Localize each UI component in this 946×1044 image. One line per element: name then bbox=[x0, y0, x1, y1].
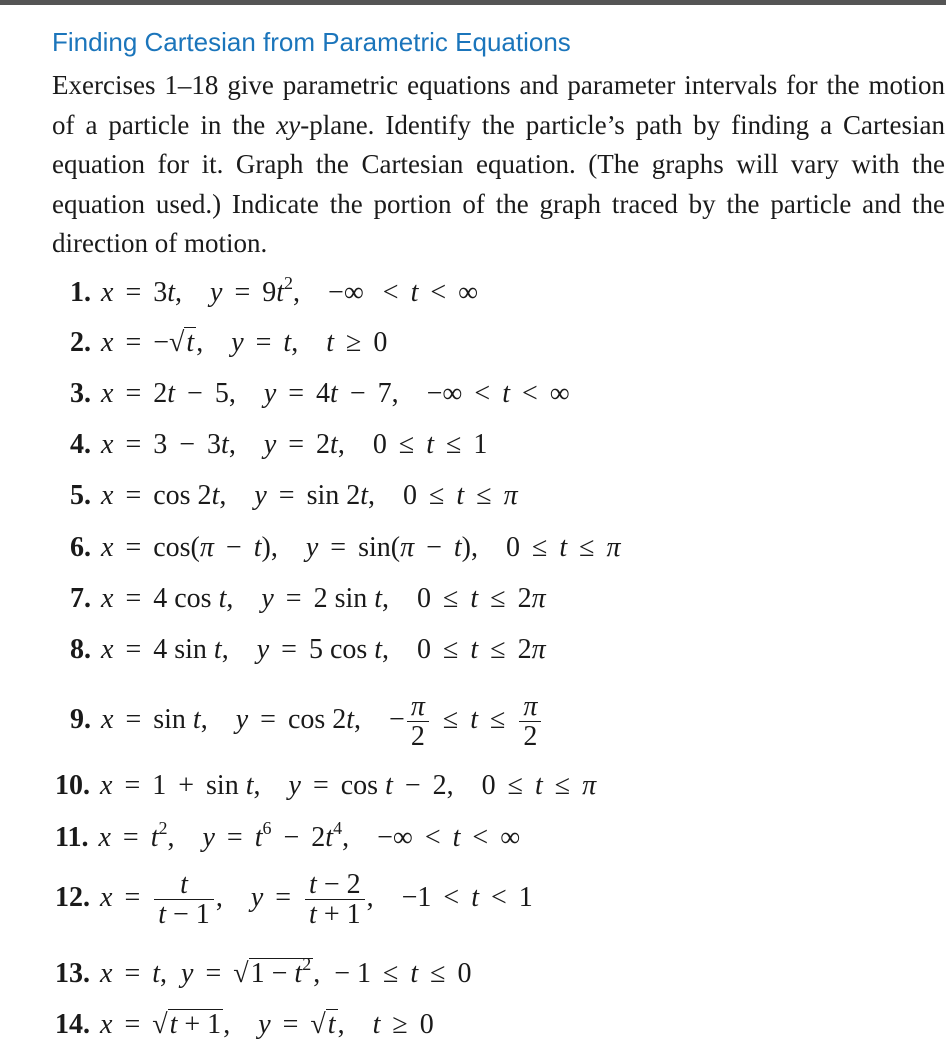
exercise-number: 11. bbox=[55, 822, 89, 853]
y-equation: y = 2t, bbox=[263, 429, 345, 460]
y-equation: y = sin 2t, bbox=[254, 480, 376, 511]
y-equation: $y = 9t^2$, bbox=[210, 273, 301, 308]
interval: 0 ≤ t ≤ 2π bbox=[417, 634, 546, 665]
y-equation: y = √t, bbox=[258, 1009, 345, 1040]
x-equation: x = 1 + sin t, bbox=[100, 770, 261, 801]
interval: t ≥ 0 bbox=[372, 1009, 434, 1040]
x-equation: x = 4 cos t, bbox=[101, 583, 234, 614]
exercise-number: 14. bbox=[55, 1009, 90, 1040]
y-equation: y = 5 cos t, bbox=[256, 634, 390, 665]
y-equation: y = 2 sin t, bbox=[261, 583, 390, 614]
exercise-7 bbox=[70, 583, 546, 615]
exercise-11 bbox=[55, 818, 521, 854]
exercise-instructions bbox=[52, 66, 945, 264]
x-equation: x = sin t, bbox=[101, 704, 208, 736]
interval: −∞ < t < ∞ bbox=[377, 822, 521, 853]
exercise-number: 12. bbox=[55, 882, 90, 914]
exercise-6 bbox=[70, 532, 621, 564]
y-equation: $y = t^6 - 2t^4$, bbox=[202, 818, 350, 853]
x-equation: x = t, bbox=[100, 958, 168, 989]
exercise-5 bbox=[70, 480, 518, 512]
y-equation: y = t, bbox=[231, 327, 299, 358]
exercise-number: 4. bbox=[70, 429, 91, 460]
y-equation: $y = √1 - t^2$, bbox=[181, 954, 321, 989]
interval: −∞ < t < ∞ bbox=[328, 277, 479, 308]
x-equation: x = √t + 1, bbox=[100, 1009, 231, 1040]
x-equation: x = cos(π − t), bbox=[101, 532, 278, 563]
exercise-10 bbox=[55, 770, 596, 802]
y-equation: y = $\frac{t - 2}{t + 1}$ , bbox=[250, 869, 374, 931]
x-equation: x = 2t − 5, bbox=[101, 378, 236, 409]
exercise-4 bbox=[70, 429, 487, 461]
x-equation: x = 4 sin t, bbox=[101, 634, 229, 665]
exercise-number: 9. bbox=[70, 704, 91, 736]
exercise-number: 5. bbox=[70, 480, 91, 511]
interval: t ≥ 0 bbox=[326, 327, 388, 358]
exercise-13 bbox=[55, 954, 472, 990]
instructions-text-2: -plane. Identify the particle’s path by finding a Cartesian equation for it. Graph the Cartesian equation. (The graphs will vary with the equation used.) Indicate the portion of the graph traced by the particle and the direction of motion. bbox=[52, 109, 945, 258]
interval: − 1 ≤ t ≤ 0 bbox=[334, 958, 472, 989]
exercise-number: 13. bbox=[55, 958, 90, 989]
exercise-number: 8. bbox=[70, 634, 91, 665]
section-title: Finding Cartesian from Parametric Equations bbox=[52, 27, 571, 57]
exercise-number: 10. bbox=[55, 770, 90, 801]
exercise-1 bbox=[70, 273, 479, 309]
interval: 0 ≤ t ≤ 1 bbox=[372, 429, 488, 460]
interval: 0 ≤ t ≤ π bbox=[403, 480, 518, 511]
exercise-3 bbox=[70, 378, 570, 410]
exercise-number: 1. bbox=[70, 277, 91, 308]
x-equation: x = 3t, bbox=[101, 277, 183, 308]
x-equation: x = cos 2t, bbox=[101, 480, 227, 511]
exercise-2 bbox=[70, 327, 387, 359]
interval: 0 ≤ t ≤ π bbox=[506, 532, 621, 563]
interval: 0 ≤ t ≤ 2π bbox=[417, 583, 546, 614]
exercise-9 bbox=[70, 692, 543, 752]
x-equation: x = −√t, bbox=[101, 327, 204, 358]
interval: −∞ < t < ∞ bbox=[426, 378, 570, 409]
top-border bbox=[0, 0, 946, 5]
instructions-text-1: Exercises 1–18 give parametric equations and parameter intervals for the motion of a particle in the bbox=[52, 70, 945, 140]
exercise-number: 3. bbox=[70, 378, 91, 409]
interval: − $\frac{\pi}{2}$ ≤ t ≤ $\frac{\pi}{2}$ bbox=[389, 704, 543, 735]
exercise-8 bbox=[70, 634, 546, 666]
y-equation: y = 4t − 7, bbox=[263, 378, 399, 409]
exercise-12 bbox=[55, 870, 533, 930]
x-equation: $x = t^2$, bbox=[98, 818, 175, 853]
interval: −1 < t < 1 bbox=[401, 882, 533, 914]
y-equation: y = cos t − 2, bbox=[288, 770, 454, 801]
interval: 0 ≤ t ≤ π bbox=[481, 770, 597, 801]
x-equation: x = 3 − 3t, bbox=[101, 429, 236, 460]
exercise-number: 2. bbox=[70, 327, 91, 358]
x-equation: x = $\frac{t}{t - 1}$ , bbox=[100, 869, 223, 931]
exercise-number: 6. bbox=[70, 532, 91, 563]
y-equation: y = cos 2t, bbox=[235, 704, 362, 736]
exercise-14 bbox=[55, 1009, 434, 1041]
exercise-number: 7. bbox=[70, 583, 91, 614]
y-equation: y = sin(π − t), bbox=[305, 532, 478, 563]
instructions-italic: xy bbox=[276, 109, 301, 140]
